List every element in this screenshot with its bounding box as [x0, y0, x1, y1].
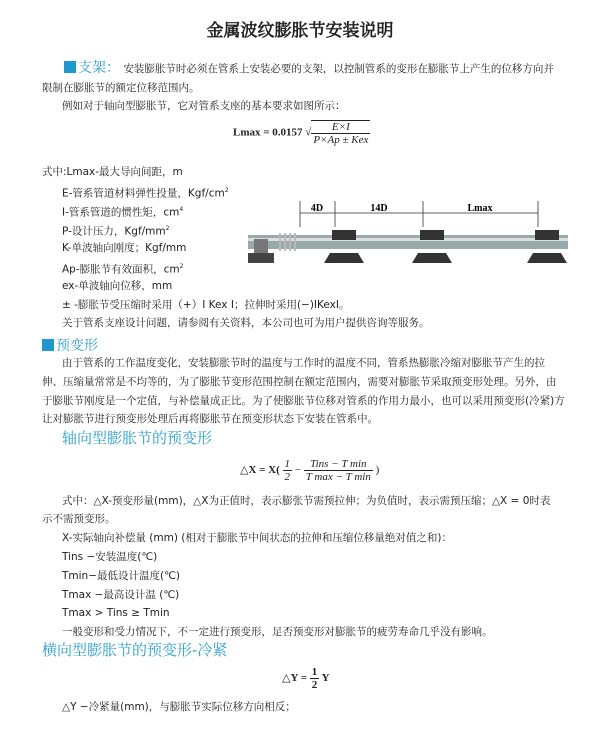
axial-heading: 轴向型膨胀节的预变形 [62, 429, 213, 447]
support-example: 例如对于轴向型膨胀节，它对管系支座的基本要求如图所示： [62, 100, 346, 112]
def-item: P-设计压力，Kgf/$mm^2$ [62, 225, 170, 238]
def-item: E-管系管道材料弹性投量，Kgf/$cm^2$ [62, 187, 229, 200]
predeform-paragraph-line: 于膨胀节刚度是一个定值，与补偿量成正比。为了使膨胀节位移对管系的作用力最小，也可以采用预变形(冷紧)方 [42, 395, 565, 407]
def-item: K-单波轴向刚度；Kgf/mm [62, 242, 187, 254]
axial-def: Tmax −最高设计温 (℃) [62, 589, 180, 601]
formula-lhs: Lmax = 0.0157 [233, 126, 303, 139]
formula-denominator: P×Ap ± Kex [313, 134, 369, 146]
pipe-support-diagram [240, 195, 570, 285]
axial-where-line: 示不需预变形。 [42, 513, 116, 525]
lmax-formula: Lmax = 0.0157 √ $\frac{E\times I}{\text{P×Ap ± Kex}}$ [233, 121, 369, 146]
axial-formula: △X = X( $\frac{1}{2}$ − $\frac{\text{Tins − T min}}{\text{T max − T min}}$ ) [240, 458, 380, 483]
predeform-paragraph-line: 让对膨胀节进行预变形处理后再将膨胀节在预变形状态下安装在管系中。 [42, 413, 378, 425]
dimension-lines [300, 201, 538, 227]
def-item: I-管系管道的惯性矩，$cm^4$ [62, 206, 184, 219]
axial-def: Tins −安装温度(℃) [62, 551, 158, 563]
dim-label-lmax: Lmax [467, 203, 493, 214]
lateral-def: △Y −冷紧量(mm)，与膨胀节实际位移方向相反； [62, 701, 296, 713]
square-bullet-icon [42, 339, 54, 351]
fixed-support [254, 239, 268, 253]
def-item: ex-单波轴向位移，mm [62, 280, 173, 292]
support-note: 关于管系支座设计问题，请参阅有关资料，本公司也可为用户提供咨询等服务。 [62, 317, 430, 329]
predeform-paragraph-line: 由于管系的工作温度变化，安装膨胀节时的温度与工作时的温度不同，管系热膨胀冷缩对膨胀节产生的拉 [62, 357, 545, 369]
lateral-heading: 横向型膨胀节的预变形-冷紧 [42, 641, 228, 659]
axial-def: Tmax > Tins ≥ Tmin [62, 607, 170, 619]
support-intro-line2: 限制在膨胀节的额定位移范围内。 [42, 82, 200, 94]
axial-def: X-实际轴向补偿量 (mm) (相对于膨胀节中间状态的拉伸和压缩位移量绝对值之和)： [62, 532, 452, 544]
dim-label-4d: 4D [310, 203, 324, 214]
support-section-heading-line [64, 58, 554, 78]
predeform-heading: 预变形 [56, 338, 98, 354]
predeform-heading-line [42, 336, 98, 356]
def-item: ± -膨胀节受压缩时采用（+）I Kex I；拉伸时采用(−)IKexI。 [62, 299, 350, 311]
dim-label-14d: 14D [370, 203, 388, 214]
predeform-paragraph-line: 伸、压缩量常常是不均等的，为了膨胀节变形范围控制在额定范围内，需要对膨胀节采取预变形处理。另外，由 [42, 376, 557, 388]
axial-where-line: 式中：△X-预变形量(mm)，△X为正值时，表示膨张节需预拉伸；为负值时，表示需预压缩；△X = 0时表 [62, 495, 551, 507]
axial-def: 一般变形和受力情况下，不一定进行预变形，足否预变形对膨胀节的疲劳寿命几乎没有影响。 [62, 626, 493, 638]
def-item: Ap-膨胀节有效面积，$cm^2$ [62, 263, 184, 276]
formula-numerator: E×I [311, 121, 370, 134]
support-intro-line1: 安装膨胀节时必须在管系上安装必要的支架，以控制管系的变形在膨胀节上产生的位移方向并 [123, 63, 554, 75]
where-lmax: 式中:Lmax-最大导向间距，m [42, 166, 183, 178]
axial-def: Tmin−最低设计温度(℃) [62, 570, 180, 582]
page-title: 金属波纹膨胀节安装说明 [206, 21, 394, 41]
lateral-formula: △Y = $\frac{1}{2}$ Y [282, 666, 330, 691]
square-bullet-icon [64, 61, 76, 73]
support-heading: 支架： [78, 60, 120, 76]
